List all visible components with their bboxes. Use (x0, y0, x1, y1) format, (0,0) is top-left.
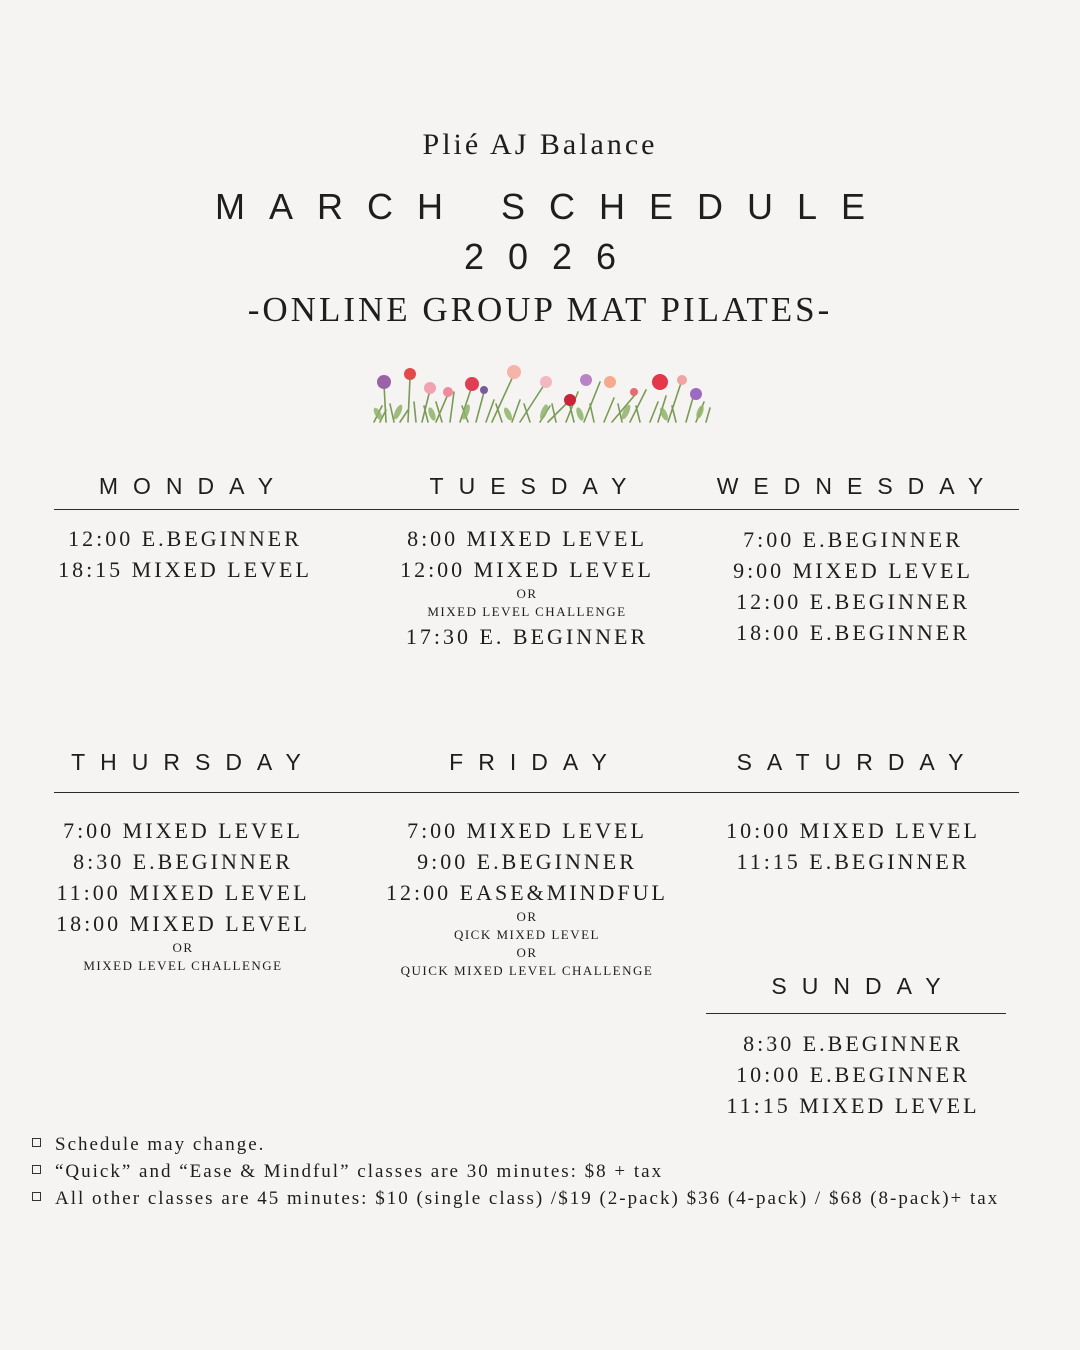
studio-name: Plié AJ Balance (422, 128, 658, 161)
divider-sunday (706, 1013, 1006, 1014)
class-entry: 18:15 MIXED LEVEL (58, 557, 312, 582)
monday-heading: MONDAY (98, 473, 289, 499)
divider-row-1 (54, 509, 1019, 510)
class-entry: 8:30 E.BEGINNER (743, 1031, 963, 1056)
class-option-note: OR (172, 940, 194, 955)
square-bullet-icon (32, 1165, 41, 1174)
note-item (32, 1188, 999, 1215)
wednesday-classes (703, 524, 1003, 648)
class-option-note: QICK MIXED LEVEL (453, 927, 601, 942)
class-option-note: OR (516, 586, 538, 601)
note-text: Schedule may change. (55, 1134, 266, 1155)
class-entry: 11:00 MIXED LEVEL (56, 880, 310, 905)
wednesday-heading: WEDNESDAY (716, 473, 999, 499)
class-entry: 10:00 MIXED LEVEL (726, 818, 980, 843)
class-entry: 8:30 E.BEGINNER (73, 849, 293, 874)
class-entry: 12:00 E.BEGINNER (68, 526, 302, 551)
class-option-note: OR (516, 909, 538, 924)
friday-heading: FRIDAY (449, 749, 622, 775)
class-entry: 18:00 E.BEGINNER (736, 620, 970, 645)
sunday-classes (703, 1028, 1003, 1121)
class-entry: 12:00 EASE&MINDFUL (386, 880, 668, 905)
class-entry: 8:00 MIXED LEVEL (407, 526, 647, 551)
square-bullet-icon (32, 1138, 41, 1147)
class-option-note: QUICK MIXED LEVEL CHALLENGE (400, 963, 654, 978)
class-entry: 10:00 E.BEGINNER (736, 1062, 970, 1087)
class-option-note: MIXED LEVEL CHALLENGE (427, 604, 627, 619)
class-entry: 18:00 MIXED LEVEL (56, 911, 310, 936)
class-option-note: MIXED LEVEL CHALLENGE (83, 958, 283, 973)
schedule-subtitle: -ONLINE GROUP MAT PILATES- (247, 290, 833, 329)
schedule-year: 2026 (463, 236, 641, 277)
flower-border-illustration (370, 362, 715, 424)
monday-classes (35, 523, 335, 585)
schedule-title: MARCH SCHEDULE (214, 186, 890, 227)
class-option-note: OR (516, 945, 538, 960)
class-entry: 9:00 MIXED LEVEL (733, 558, 973, 583)
note-item (32, 1134, 999, 1161)
class-entry: 7:00 MIXED LEVEL (407, 818, 647, 843)
saturday-heading: SATURDAY (736, 749, 979, 775)
class-entry: 11:15 E.BEGINNER (736, 849, 970, 874)
class-entry: 11:15 MIXED LEVEL (726, 1093, 980, 1118)
class-entry: 17:30 E. BEGINNER (405, 624, 649, 649)
class-entry: 12:00 E.BEGINNER (736, 589, 970, 614)
class-entry: 12:00 MIXED LEVEL (400, 557, 654, 582)
tuesday-classes (377, 523, 677, 652)
tuesday-heading: TUESDAY (429, 473, 642, 499)
friday-classes (377, 815, 677, 980)
class-entry: 7:00 MIXED LEVEL (63, 818, 303, 843)
square-bullet-icon (32, 1192, 41, 1201)
class-entry: 7:00 E.BEGINNER (743, 527, 963, 552)
divider-row-2 (54, 792, 1019, 793)
thursday-classes (33, 815, 333, 975)
note-text: All other classes are 45 minutes: $10 (single class) /$19 (2-pack) $36 (4-pack) / $68 (8-pack)+ tax (55, 1188, 1000, 1209)
note-item (32, 1161, 999, 1188)
class-entry: 9:00 E.BEGINNER (417, 849, 637, 874)
saturday-classes (703, 815, 1003, 877)
notes-list (32, 1134, 999, 1215)
sunday-heading: SUNDAY (771, 973, 956, 999)
thursday-heading: THURSDAY (71, 749, 316, 775)
note-text: “Quick” and “Ease & Mindful” classes are 30 minutes: $8 + tax (55, 1161, 664, 1182)
